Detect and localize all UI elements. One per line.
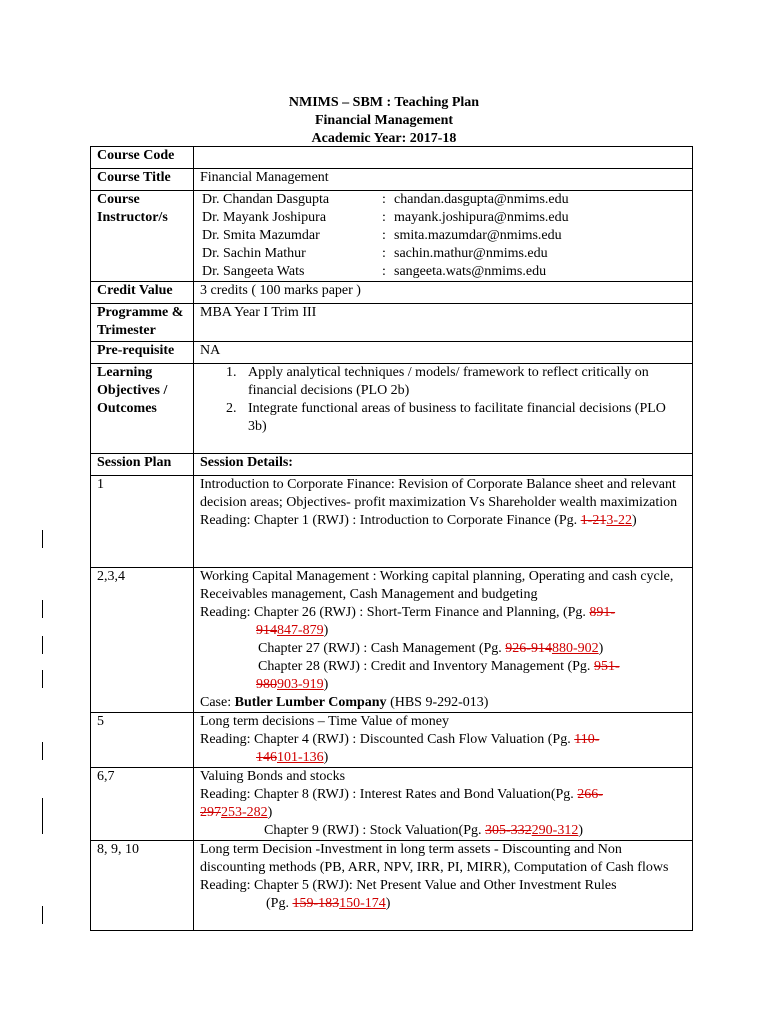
value-instructors (194, 191, 693, 282)
instructor-name: Dr. Chandan Dasgupta (202, 192, 330, 207)
reading-close: ) (323, 750, 329, 765)
reading-text: Reading: Chapter 8 (RWJ) : Interest Rates and Bond Valuation(Pg. (200, 787, 578, 802)
row-session-8 (91, 841, 693, 931)
deleted-pages: 1-21 (580, 513, 607, 528)
reading-close: ) (578, 823, 584, 838)
instructor-name: Dr. Smita Mazumdar (202, 228, 320, 243)
session-reading-cont (200, 895, 686, 913)
instructor-name: Dr. Sangeeta Wats (202, 264, 305, 279)
instructor-sep: : (382, 210, 386, 225)
case-name: Butler Lumber Company (234, 695, 387, 710)
reading-close: ) (598, 641, 604, 656)
teaching-plan-table (90, 146, 693, 931)
header-subject: Financial Management (314, 113, 454, 128)
deleted-pages: 980 (256, 677, 277, 692)
session-description: Valuing Bonds and stocks (200, 769, 346, 784)
instructor-item (200, 245, 686, 263)
session-case (200, 694, 686, 712)
inserted-pages: 150-174 (339, 896, 386, 911)
reading-text: Reading: Chapter 4 (RWJ) : Discounted Cash Flow Valuation (Pg. (200, 732, 575, 747)
session-reading (200, 512, 686, 530)
change-bar (42, 906, 43, 924)
row-session-2 (91, 568, 693, 713)
reading-close: ) (323, 677, 329, 692)
deleted-pages: 266- (577, 787, 603, 802)
value-objectives (194, 364, 693, 454)
row-session-5 (91, 713, 693, 768)
row-credit-value (91, 282, 693, 304)
session-description: Long term Decision -Investment in long term assets - Discounting and Non discounting methods (PB, ARR, NPV, IRR, PI, MIRR), Computation of Cash flows (200, 842, 669, 875)
instructor-email: chandan.dasgupta@nmims.edu (394, 192, 569, 207)
label-session-details: Session Details: (194, 454, 693, 476)
label-credit-value: Credit Value (91, 282, 194, 304)
session-reading-cont (200, 676, 686, 694)
change-bar (42, 670, 43, 688)
case-ref: (HBS 9-292-013) (386, 695, 489, 710)
instructor-name: Dr. Sachin Mathur (202, 246, 306, 261)
session-reading (200, 604, 686, 622)
inserted-pages: 847-879 (277, 623, 324, 638)
session-reading (200, 658, 686, 676)
instructor-sep: : (382, 264, 386, 279)
instructor-item (200, 263, 686, 281)
label-objectives: Learning Objectives / Outcomes (91, 364, 194, 454)
deleted-pages: 297 (200, 805, 221, 820)
objectives-list (200, 364, 686, 436)
change-bar (42, 530, 43, 548)
inserted-pages: 3-22 (606, 513, 632, 528)
value-course-title: Financial Management (194, 169, 693, 191)
session-reading-cont (200, 804, 686, 822)
reading-text: Chapter 27 (RWJ) : Cash Management (Pg. (258, 641, 506, 656)
session-reading-cont (200, 622, 686, 640)
row-prerequisite (91, 342, 693, 364)
value-programme: MBA Year I Trim III (194, 304, 693, 342)
session-description: Introduction to Corporate Finance: Revision of Corporate Balance sheet and relevant decision areas; Objectives- profit maximization Vs Shareholder wealth maximization (200, 477, 678, 510)
row-objectives (91, 364, 693, 454)
session-reading (200, 640, 686, 658)
instructor-item (200, 191, 686, 209)
instructor-sep: : (382, 246, 386, 261)
instructor-email: smita.mazumdar@nmims.edu (394, 228, 562, 243)
value-credit-value: 3 credits ( 100 marks paper ) (194, 282, 693, 304)
session-description: Working Capital Management : Working capital planning, Operating and cash cycle, Receivables management, Cash Management and budgeting (200, 569, 674, 602)
inserted-pages: 101-136 (277, 750, 324, 765)
deleted-pages: 914 (256, 623, 277, 638)
instructor-email: sachin.mathur@nmims.edu (394, 246, 548, 261)
deleted-pages: 951- (593, 659, 620, 674)
session-details (194, 768, 693, 841)
row-session-6 (91, 768, 693, 841)
reading-text: Chapter 9 (RWJ) : Stock Valuation(Pg. (264, 823, 485, 838)
row-session-head (91, 454, 693, 476)
row-programme (91, 304, 693, 342)
change-bar (42, 636, 43, 654)
objective-item: 2. Integrate functional areas of business to facilitate financial decisions (PLO 3b) (240, 400, 686, 436)
instructor-email: mayank.joshipura@nmims.edu (394, 210, 569, 225)
deleted-pages: 305-332 (485, 823, 532, 838)
inserted-pages: 253-282 (221, 805, 268, 820)
change-bar (42, 798, 43, 816)
label-course-code: Course Code (91, 147, 194, 169)
session-number: 5 (91, 713, 194, 768)
instructor-sep: : (382, 192, 386, 207)
session-reading: Reading: Chapter 5 (RWJ): Net Present Value and Other Investment Rules (200, 878, 617, 893)
reading-close: ) (632, 513, 637, 528)
row-course-code (91, 147, 693, 169)
instructor-name: Dr. Mayank Joshipura (202, 210, 327, 225)
inserted-pages: 880-902 (551, 641, 599, 656)
instructor-item (200, 227, 686, 245)
reading-close: ) (323, 623, 329, 638)
deleted-pages: 891- (589, 605, 616, 620)
row-course-title (91, 169, 693, 191)
session-reading (200, 731, 686, 749)
change-bar (42, 600, 43, 618)
session-number: 8, 9, 10 (91, 841, 194, 931)
instructor-item (200, 209, 686, 227)
inserted-pages: 290-312 (531, 823, 579, 838)
change-bar (42, 816, 43, 834)
session-details (194, 841, 693, 931)
instructor-sep: : (382, 228, 386, 243)
session-description: Long term decisions – Time Value of money (200, 714, 449, 729)
objective-item: 1. Apply analytical techniques / models/ framework to reflect critically on financial decisions (PLO 2b) (240, 364, 686, 400)
header-title: NMIMS – SBM : Teaching Plan (288, 95, 480, 110)
deleted-pages: 926-914 (505, 641, 552, 656)
value-prerequisite: NA (194, 342, 693, 364)
session-reading-cont (200, 749, 686, 767)
deleted-pages: 146 (256, 750, 277, 765)
reading-close: ) (385, 896, 391, 911)
change-bar (42, 742, 43, 760)
deleted-pages: 110- (574, 732, 600, 747)
session-reading (200, 786, 686, 804)
label-course-title: Course Title (91, 169, 194, 191)
row-session-1 (91, 476, 693, 568)
reading-text: Reading: Chapter 26 (RWJ) : Short-Term Finance and Planning, (Pg. (200, 605, 590, 620)
instructor-email: sangeeta.wats@nmims.edu (394, 264, 547, 279)
label-programme: Programme & Trimester (91, 304, 194, 342)
label-instructors: Course Instructor/s (91, 191, 194, 282)
reading-text: Reading: Chapter 1 (RWJ) : Introduction to Corporate Finance (Pg. (200, 513, 581, 528)
label-prerequisite: Pre-requisite (91, 342, 194, 364)
session-number: 6,7 (91, 768, 194, 841)
reading-close: ) (267, 805, 273, 820)
value-course-code (194, 147, 693, 169)
inserted-pages: 903-919 (277, 677, 324, 692)
session-details (194, 713, 693, 768)
session-reading (200, 822, 686, 840)
session-number: 2,3,4 (91, 568, 194, 713)
row-instructors (91, 191, 693, 282)
reading-text: Chapter 28 (RWJ) : Credit and Inventory Management (Pg. (258, 659, 594, 674)
header-academic-year: Academic Year: 2017-18 (311, 131, 457, 146)
deleted-pages: 159-183 (292, 896, 340, 911)
document-header (0, 94, 768, 148)
reading-text: (Pg. (266, 896, 293, 911)
session-details (194, 476, 693, 568)
label-session-plan: Session Plan (91, 454, 194, 476)
case-prefix: Case: (200, 695, 235, 710)
session-number: 1 (91, 476, 194, 568)
session-details (194, 568, 693, 713)
